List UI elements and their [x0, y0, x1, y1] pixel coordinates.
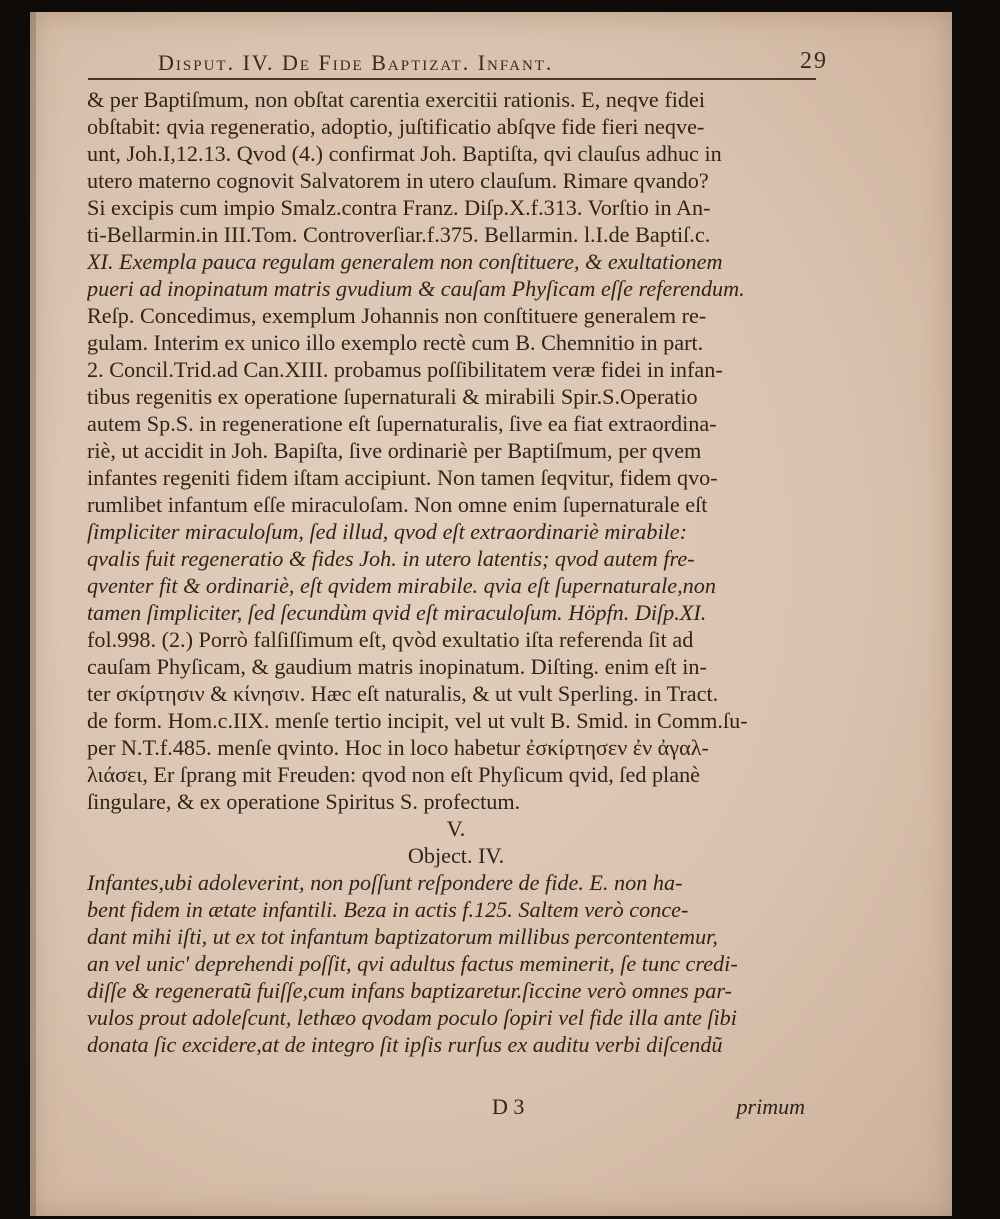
text-line: obſtabit: qvia regeneratio, adoptio, juſtificatio abſqve fide fieri neqve-: [87, 114, 705, 139]
text-line: per N.T.f.485. menſe qvinto. Hoc in loco habetur ἐσκίρτησεν ἐν ἀγαλ-: [87, 735, 709, 760]
text-line: autem Sp.S. in regeneratione eſt ſupernaturalis, ſive ea fiat extraordina-: [87, 411, 717, 436]
text-line: tamen ſimpliciter, ſed ſecundùm qvid eſt miraculoſum. Höpfn. Diſp.XI.: [87, 600, 707, 625]
text-line: rumlibet infantum eſſe miraculoſam. Non omne enim ſupernaturale eſt: [87, 492, 708, 517]
text-line: pueri ad inopinatum matris gvudium & cauſam Phyſicam eſſe referendum.: [87, 276, 745, 301]
body-text: [87, 86, 825, 1058]
text-line: ſimpliciter miraculoſum, ſed illud, qvod eſt extraordinariè mirabile:: [87, 519, 688, 544]
text-line: λιάσει, Er ſprang mit Freuden: qvod non eſt Phyſicum qvid, ſed planè: [87, 762, 701, 787]
text-line: donata ſic excidere,at de integro ſit ipſis rurſus ex auditu verbi diſcendũ: [87, 1032, 723, 1057]
text-line: dant mihi iſti, ut ex tot infantum baptizatorum millibus percontentemur,: [87, 924, 718, 949]
text-line: infantes regeniti fidem iſtam accipiunt. Non tamen ſeqvitur, fidem qvo-: [87, 465, 718, 490]
text-line: tibus regenitis ex operatione ſupernaturali & mirabili Spir.S.Operatio: [87, 384, 698, 409]
text-line: fol.998. (2.) Porrò falſiſſimum eſt, qvòd exultatio iſta referenda ſit ad: [87, 627, 694, 652]
text-line: 2. Concil.Trid.ad Can.XIII. probamus poſſibilitatem veræ fidei in infan-: [87, 357, 723, 382]
text-line: utero materno cognovit Salvatorem in utero clauſum. Rimare qvando?: [87, 168, 709, 193]
header-rule: [88, 78, 816, 80]
text-line: qvalis fuit regeneratio & fides Joh. in utero latentis; qvod autem fre-: [87, 546, 695, 571]
text-line: unt, Joh.I,12.13. Qvod (4.) confirmat Joh. Baptiſta, qvi clauſus adhuc in: [87, 141, 722, 166]
text-line: an vel unic' deprehendi poſſit, qvi adultus factus meminerit, ſe tunc credi-: [87, 951, 738, 976]
header-title: Disput. IV. De Fide Baptizat. Infant.: [158, 50, 554, 75]
page-footer: [87, 1094, 825, 1124]
text-line: diſſe & regeneratũ fuiſſe,cum infans baptizaretur.ſiccine verò omnes par-: [87, 978, 732, 1003]
book-page: [30, 12, 952, 1216]
text-line: qventer fit & ordinariè, eſt qvidem mirabile. qvia eſt ſupernaturale,non: [87, 573, 716, 598]
section-heading-line: V.: [446, 816, 466, 841]
catchword: primum: [736, 1094, 805, 1119]
text-line: vulos prout adoleſcunt, lethæo qvodam poculo ſopiri vel fide illa ante ſibi: [87, 1005, 737, 1030]
text-line: ſingulare, & ex operatione Spiritus S. profectum.: [87, 789, 521, 814]
text-line: Reſp. Concedimus, exemplum Johannis non conſtituere generalem re-: [87, 303, 707, 328]
text-line: XI. Exempla pauca regulam generalem non conſtituere, & exultationem: [87, 249, 723, 274]
signature-mark: D 3: [492, 1094, 525, 1119]
running-header: [158, 50, 828, 80]
page-number: 29: [800, 48, 828, 74]
text-line: riè, ut accidit in Joh. Bapiſta, ſive ordinariè per Baptiſmum, per qvem: [87, 438, 702, 463]
text-line: gulam. Interim ex unico illo exemplo rectè cum B. Chemnitio in part.: [87, 330, 704, 355]
page-edge-shadow: [30, 12, 36, 1216]
text-line: cauſam Phyſicam, & gaudium matris inopinatum. Diſting. enim eſt in-: [87, 654, 707, 679]
text-line: Infantes,ubi adoleverint, non poſſunt reſpondere de fide. E. non ha-: [87, 870, 683, 895]
text-line: ter σκίρτησιν & κίνησιν. Hæc eſt naturalis, & ut vult Sperling. in Tract.: [87, 681, 719, 706]
text-line: Si excipis cum impio Smalz.contra Franz. Diſp.X.f.313. Vorſtio in An-: [87, 195, 711, 220]
text-line: de form. Hom.c.IIX. menſe tertio incipit, vel ut vult B. Smid. in Comm.ſu-: [87, 708, 748, 733]
text-line: ti-Bellarmin.in III.Tom. Controverſiar.f.375. Bellarmin. l.I.de Baptiſ.c.: [87, 222, 711, 247]
section-heading-line: Object. IV.: [407, 843, 505, 868]
text-line: bent fidem in ætate infantili. Beza in actis f.125. Saltem verò conce-: [87, 897, 689, 922]
text-line: & per Baptiſmum, non obſtat carentia exercitii rationis. E, neqve fidei: [87, 87, 705, 112]
